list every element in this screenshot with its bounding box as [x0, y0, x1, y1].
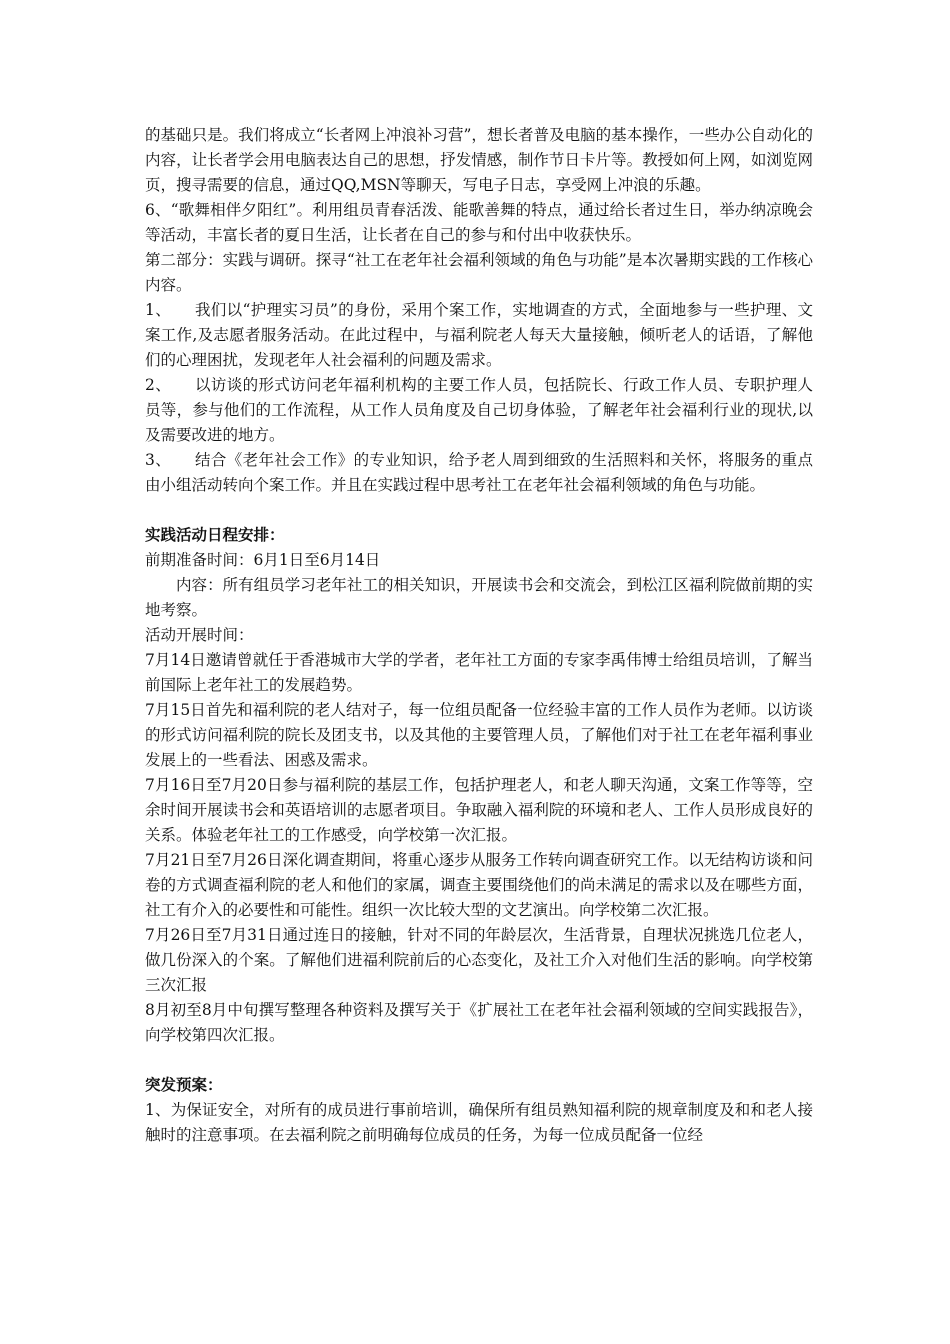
- prep-time: 前期准备时间：6月1日至6月14日: [145, 551, 381, 569]
- document-body: [145, 123, 813, 1148]
- schedule-item: 7月26日至7月31日通过连日的接触，针对不同的年龄层次，生活背景，自理状况挑选几位老人，做几份深入的个案。了解他们进福利院前后的心态变化，及社工介入对他们生活的影响。向学校第三次汇报: [145, 926, 813, 994]
- schedule-item: 7月21日至7月26日深化调查期间，将重心逐步从服务工作转向调查研究工作。以无结构访谈和问卷的方式调查福利院的老人和他们的家属，调查主要围绕他们的尚未满足的需求以及在哪些方面，社工有介入的必要性和可能性。组织一次比较大型的文艺演出。向学校第二次汇报。: [145, 851, 813, 919]
- schedule-item: 7月16日至7月20日参与福利院的基层工作，包括护理老人，和老人聊天沟通，文案工作等等，空余时间开展读书会和英语培训的志愿者项目。争取融入福利院的环境和老人、工作人员形成良好的关系。体验老年社工的工作感受，向学校第一次汇报。: [145, 776, 813, 844]
- heading-schedule: 实践活动日程安排：: [145, 526, 285, 544]
- paragraph-item-3: 3、 结合《老年社会工作》的专业知识，给予老人周到细致的生活照料和关怀，将服务的重点由小组活动转向个案工作。并且在实践过程中思考社工在老年社会福利领域的角色与功能。: [145, 451, 813, 494]
- paragraph-item-1: 1、 我们以“护理实习员”的身份，采用个案工作，实地调查的方式，全面地参与一些护理、文案工作,及志愿者服务活动。在此过程中，与福利院老人每天大量接触，倾听老人的话语，了解他们的心理困扰，发现老年人社会福利的问题及需求。: [145, 301, 813, 369]
- activity-label: 活动开展时间：: [145, 626, 254, 644]
- paragraph-song-dance: 6、“歌舞相伴夕阳红”。利用组员青春活泼、能歌善舞的特点，通过给长者过生日，举办纳凉晚会等活动，丰富长者的夏日生活，让长者在自己的参与和付出中收获快乐。: [145, 201, 813, 244]
- paragraph-item-2: 2、 以访谈的形式访问老年福利机构的主要工作人员，包括院长、行政工作人员、专职护理人员等，参与他们的工作流程，从工作人员角度及自己切身体验，了解老年社会福利行业的现状,以及需要改进的地方。: [145, 376, 813, 444]
- heading-emergency: 突发预案：: [145, 1076, 223, 1094]
- schedule-item: 7月14日邀请曾就任于香港城市大学的学者，老年社工方面的专家李禹伟博士给组员培训，了解当前国际上老年社工的发展趋势。: [145, 651, 813, 694]
- paragraph-part-two: 第二部分：实践与调研。探寻“社工在老年社会福利领域的角色与功能”是本次暑期实践的工作核心内容。: [145, 251, 813, 294]
- prep-content: 内容：所有组员学习老年社工的相关知识，开展读书会和交流会，到松江区福利院做前期的实地考察。: [145, 576, 813, 619]
- section-spacer: [145, 1048, 813, 1073]
- paragraph-internet-camp: 的基础只是。我们将成立“长者网上冲浪补习营”，想长者普及电脑的基本操作，一些办公自动化的内容，让长者学会用电脑表达自己的思想，抒发情感，制作节日卡片等。教授如何上网，如浏览网页，搜寻需要的信息，通过QQ,MSN等聊天，写电子日志，享受网上冲浪的乐趣。: [145, 126, 813, 194]
- schedule-item: 7月15日首先和福利院的老人结对子，每一位组员配备一位经验丰富的工作人员作为老师。以访谈的形式访问福利院的院长及团支书，以及其他的主要管理人员，了解他们对于社工在老年福利事业发展上的一些看法、困惑及需求。: [145, 701, 813, 769]
- section-spacer: [145, 498, 813, 523]
- schedule-item: 8月初至8月中旬撰写整理各种资料及撰写关于《扩展社工在老年社会福利领域的空间实践报告》，向学校第四次汇报。: [145, 1001, 813, 1044]
- emergency-paragraph: 1、为保证安全，对所有的成员进行事前培训，确保所有组员熟知福利院的规章制度及和和老人接触时的注意事项。在去福利院之前明确每位成员的任务，为每一位成员配备一位经: [145, 1101, 813, 1144]
